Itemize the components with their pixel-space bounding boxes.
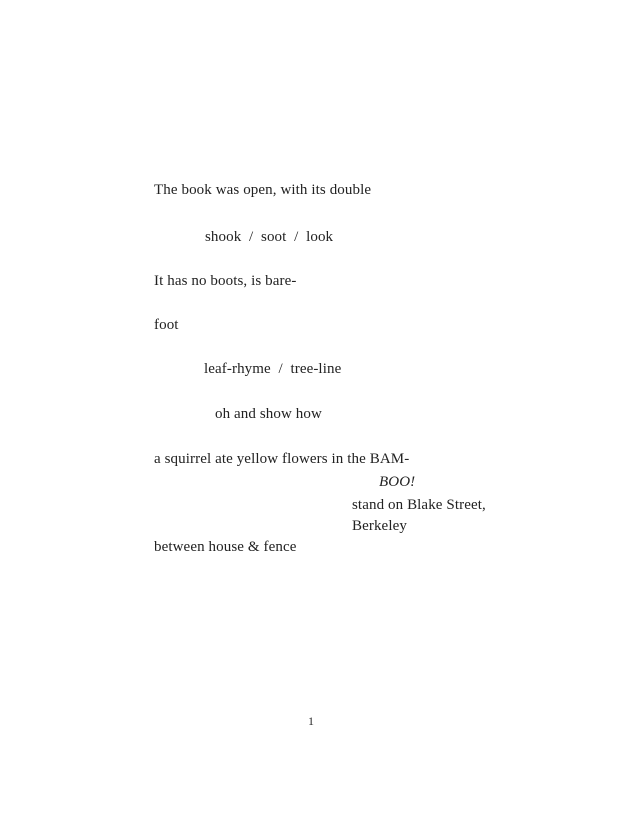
poem-line-1: The book was open, with its double (154, 182, 372, 198)
poem-line-4: foot (154, 317, 179, 333)
poem-line-5: leaf-rhyme / tree-line (204, 361, 342, 377)
poem-line-8-emphasis: BOO! (379, 474, 416, 490)
poem-line-7: a squirrel ate yellow flowers in the BAM- (154, 451, 410, 467)
poem-line-10: Berkeley (352, 518, 407, 534)
poem-line-11: between house & fence (154, 539, 297, 555)
poem-line-3: It has no boots, is bare- (154, 273, 297, 289)
page-number: 1 (308, 714, 314, 728)
poem-line-6: oh and show how (215, 406, 322, 422)
poem-line-2: shook / soot / look (205, 229, 334, 245)
poem-line-9: stand on Blake Street, (352, 497, 486, 513)
